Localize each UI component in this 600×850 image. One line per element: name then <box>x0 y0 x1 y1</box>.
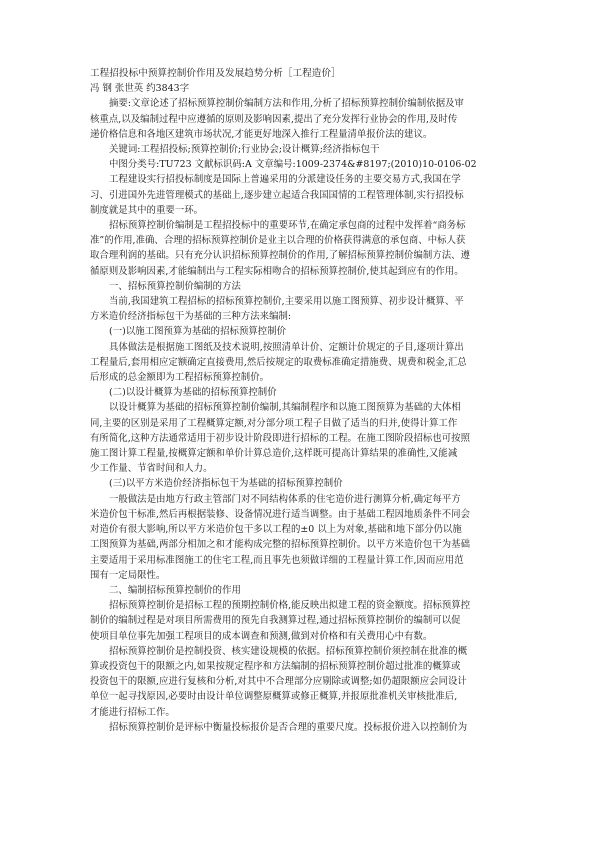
text-line: (二)以设计概算为基础的招标预算控制价 <box>109 387 277 399</box>
text-line: 递价格信息和各地区建筑市场状况,才能更好地深入推行工程量清单报价法的建议。 <box>90 128 433 140</box>
text-line: 二、编制招标预算控制价的作用 <box>109 584 241 596</box>
text-line: 工程量后,套用相应定额确定直接费用,然后按规定的取费标准确定措施费、规费和税金,汇总 <box>90 356 467 368</box>
text-line: 招标预算控制价是评标中衡量投标报价是否合理的重要尺度。投标报价进入以控制价为 <box>109 721 468 733</box>
text-line: 少工作量、节省时间和人力。 <box>90 463 213 475</box>
text-line: 主要适用于采用标准图施工的住宅工程,而且事先也须做详细的工程量计算工作,因而应用范 <box>90 554 464 566</box>
article-byline: 冯 钢 张世英 约3843字 <box>90 83 190 95</box>
text-line: 工程建设实行招投标制度是国际上普遍采用的分派建设任务的主要交易方式,我国在学 <box>109 174 461 186</box>
article-title: 工程招投标中预算控制价作用及发展趋势分析［工程造价］ <box>90 68 341 79</box>
text-line: 具体做法是根据施工图纸及技术说明,按照清单计价、定额计价规定的子目,逐项计算出 <box>109 341 464 353</box>
text-line: 核重点,以及编制过程中应遵循的原则及影响因素,提出了充分发挥行业协会的作用,及时传 <box>90 113 458 125</box>
text-line: 一、招标预算控制价编制的方法 <box>109 280 241 292</box>
text-line: 摘要:文章论述了招标预算控制价编制方法和作用,分析了招标预算控制价编制依据及审 <box>109 98 464 110</box>
text-line: 制度就是其中的重要一环。 <box>90 204 204 216</box>
text-line: 投资包干的限额,应进行复核和分析,对其中不合理部分应剔除或调整;如仍超限额应会同设计 <box>90 676 467 688</box>
text-line: 习、引进国外先进管理模式的基础上,逐步建立起适合我国国情的工程管理体制,实行招投标 <box>90 189 464 201</box>
article-page <box>90 66 518 735</box>
text-line: 关键词:工程招投标;预算控制价;行业协会;设计概算;经济指标包干 <box>109 144 380 156</box>
text-line: 当前,我国建筑工程招标的招标预算控制价,主要采用以施工图预算、初步设计概算、平 <box>109 296 464 308</box>
text-line: (三)以平方米造价经济指标包干为基础的招标预算控制价 <box>109 478 343 490</box>
text-line: 制价的编制过程是对项目所需费用的预先自我测算过程,通过招标预算控制价的编制可以促 <box>90 615 461 627</box>
text-line: 后形成的总金额即为工程招标预算控制价。 <box>90 372 270 384</box>
text-line: 工图预算为基础,两部分相加之和才能构成完整的招标预算控制价。以平方米造价包干为基础 <box>90 539 471 551</box>
text-line: 循原则及影响因素,才能编制出与工程实际相吻合的招标预算控制价,使其起到应有的作用。 <box>90 265 464 277</box>
text-line: 以设计概算为基础的招标预算控制价编制,其编制程序和以施工图预算为基础的大体相 <box>109 402 461 414</box>
text-line: 单位一起寻找原因,必要时由设计单位调整原概算或修正概算,并报原批准机关审核批准后, <box>90 691 458 703</box>
text-line: (一)以施工图预算为基础的招标预算控制价 <box>109 326 287 338</box>
article-body <box>90 96 518 735</box>
text-line: 有所简化,这种方法通常适用于初步设计阶段即进行招标的工程。在施工图阶段招标也可按照 <box>90 432 471 444</box>
text-line: 招标预算控制价是控制投资、核实建设规模的依据。招标预算控制价须控制在批准的概 <box>109 645 468 657</box>
text-line: 算或投资包干的限额之内,如果按规定程序和方法编制的招标预算控制价超过批准的概算或 <box>90 660 461 672</box>
text-line: 围有一定局限性。 <box>90 569 166 581</box>
text-line: 招标预算控制价是招标工程的预期控制价格,能反映出拟建工程的资金额度。招标预算控 <box>109 600 471 612</box>
text-line: 取合理利润的基础。只有充分认识招标预算控制价的作用,了解招标预算控制价编制方法、遵 <box>90 250 471 262</box>
text-line: 米造价包干标准,然后再根据装修、设备情况进行适当调整。由于基础工程因地质条件不同会 <box>90 508 471 520</box>
text-line: 对造价有很大影响,所以平方米造价包干多以工程的±0 以上为对象,基础和地下部分仍以施 <box>90 524 462 536</box>
text-line: 使项目单位事先加强工程项目的成本调查和预测,做到对价格和有关费用心中有数。 <box>90 630 433 642</box>
text-line: 中图分类号:TU723 文献标识码:A 文章编号:1009-2374&#8197;(2010)10-0106-02 <box>109 159 477 171</box>
text-line: 一般做法是由地方行政主管部门对不同结构体系的住宅造价进行测算分析,确定每平方 <box>109 493 461 505</box>
text-line: 方米造价经济指标包干为基础的三种方法来编制: <box>90 311 292 323</box>
text-line: 准”的作用,准确、合理的招标预算控制价是业主以合理的价格获得满意的承包商、中标人获 <box>90 235 466 247</box>
text-line: 施工图计算工程量,按概算定额和单价计算总造价,这样既可提高计算结果的准确性,又能减 <box>90 448 458 460</box>
text-line: 同,主要的区别是采用了工程概算定额,对分部分项工程子目做了适当的归并,使得计算工作 <box>90 417 458 429</box>
text-line: 招标预算控制价编制是工程招投标中的重要环节,在确定承包商的过程中发挥着“商务标 <box>109 220 466 232</box>
text-line: 才能进行招标工作。 <box>90 706 175 718</box>
